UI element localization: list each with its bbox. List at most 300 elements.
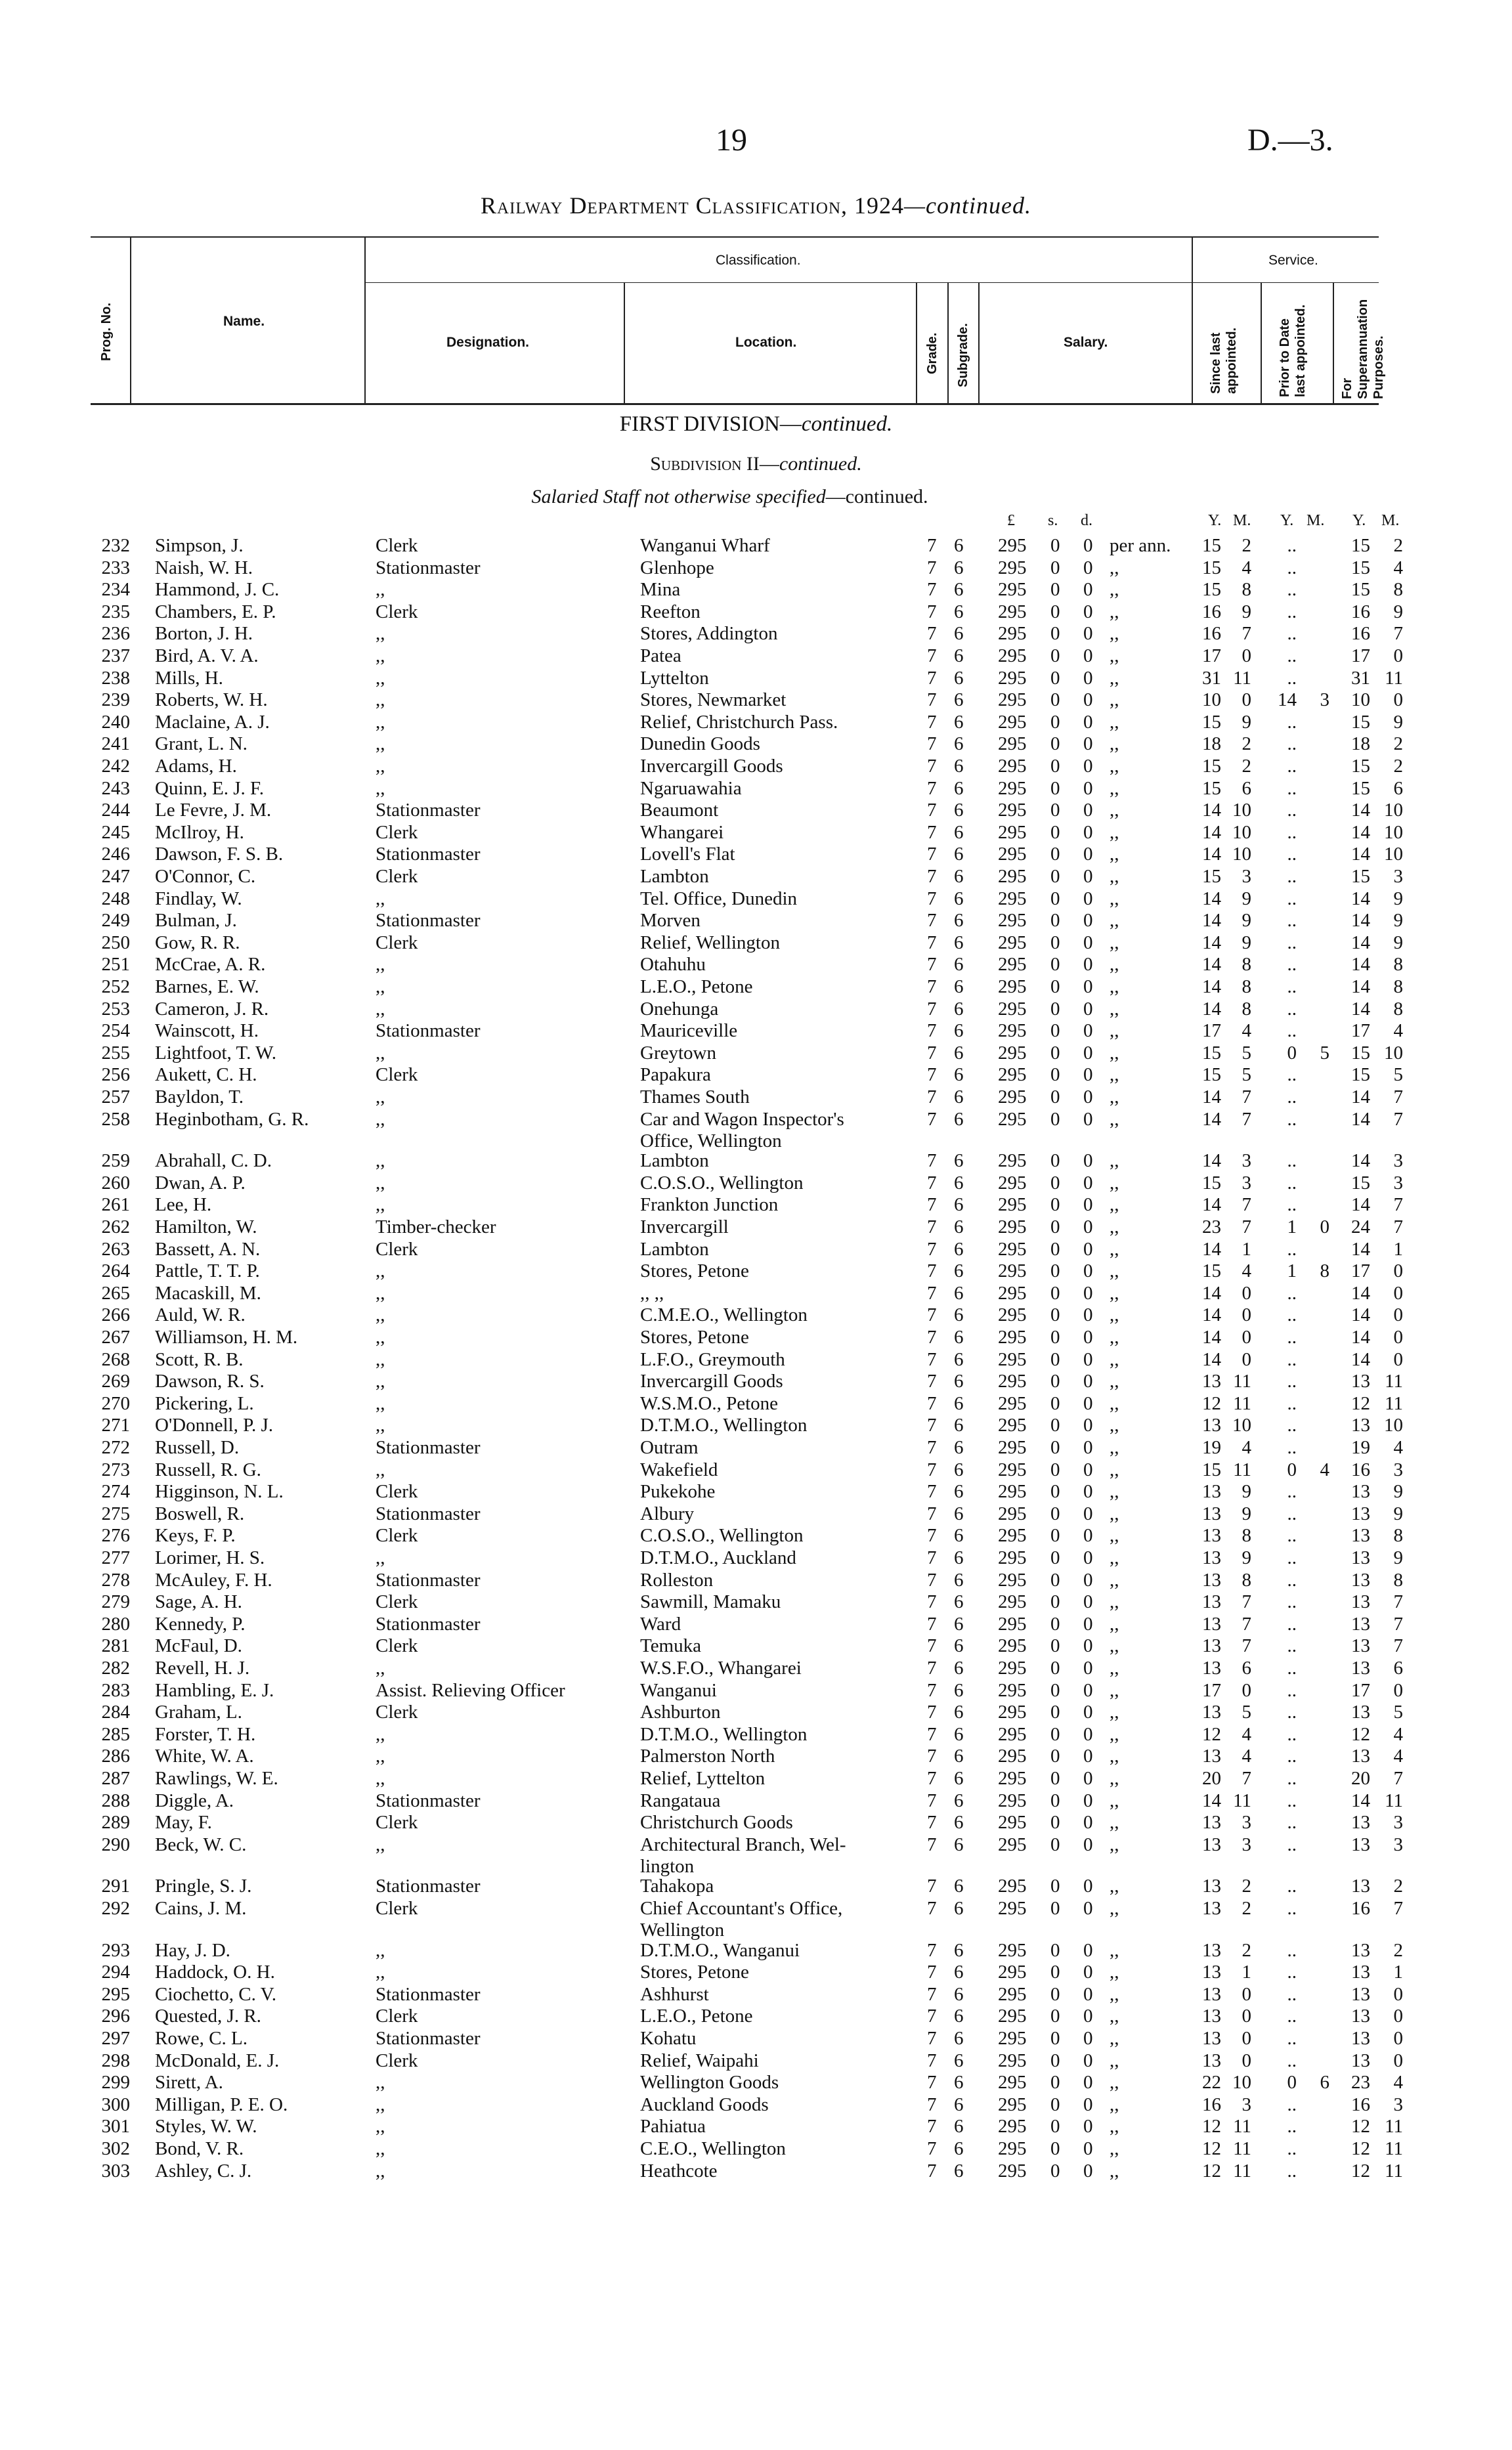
cell-name: Gow, R. R.	[155, 932, 240, 953]
cell-y3: 13	[1351, 1481, 1370, 1503]
cell-s: 0	[1050, 1613, 1060, 1635]
cell-y3: 17	[1351, 1679, 1370, 1701]
cell-name: Hamilton, W.	[155, 1216, 257, 1237]
cell-m1: 7	[1242, 1591, 1251, 1613]
cell-y3: 13	[1351, 1613, 1370, 1635]
cell-des: Stationmaster	[376, 1983, 481, 2005]
table-row	[0, 1724, 1512, 1746]
cell-y3: 12	[1351, 2160, 1370, 2181]
cell-d: 0	[1083, 954, 1093, 976]
table-row	[0, 822, 1512, 844]
cell-per: ,,	[1110, 1658, 1119, 1679]
cell-name: McFaul, D.	[155, 1635, 242, 1657]
cell-per: ,,	[1110, 1481, 1119, 1503]
cell-m3: 8	[1393, 579, 1403, 601]
cell-sal: 295	[998, 689, 1027, 711]
cell-m1: 4	[1242, 1020, 1251, 1042]
cell-m1: 0	[1242, 1679, 1251, 1701]
cell-sg: 6	[954, 1569, 964, 1591]
table-row	[0, 1876, 1512, 1897]
table-row	[0, 1393, 1512, 1415]
table-row	[0, 1635, 1512, 1657]
cell-d: 0	[1083, 1238, 1093, 1260]
cell-des: Stationmaster	[376, 557, 481, 578]
cell-des: ,,	[376, 645, 385, 666]
cell-y3: 14	[1351, 954, 1370, 976]
cell-no: 248	[101, 888, 130, 909]
cell-m1: 7	[1242, 1768, 1251, 1789]
cell-sal: 295	[998, 1790, 1027, 1811]
cell-d: 0	[1083, 1459, 1093, 1480]
cell-y1: 15	[1202, 1260, 1221, 1282]
cell-m1: 5	[1242, 1064, 1251, 1086]
cell-y1: 13	[1202, 1939, 1221, 1961]
cell-per: ,,	[1110, 998, 1119, 1020]
cell-m1: 0	[1242, 1983, 1251, 2005]
cell-sal: 295	[998, 1042, 1027, 1064]
cell-s: 0	[1050, 1064, 1060, 1086]
cell-sg: 6	[954, 932, 964, 953]
header-grade: Grade.	[925, 332, 940, 374]
cell-g: 7	[927, 1635, 937, 1657]
cell-d: 0	[1083, 689, 1093, 711]
division-continued: continued.	[801, 412, 893, 436]
cell-s: 0	[1050, 623, 1060, 645]
cell-s: 0	[1050, 1437, 1060, 1458]
cell-sg: 6	[954, 1172, 964, 1193]
cell-s: 0	[1050, 844, 1060, 865]
cell-m3: 2	[1393, 1939, 1403, 1961]
cell-sg: 6	[954, 1282, 964, 1304]
cell-sg: 6	[954, 1260, 964, 1282]
cell-m1: 4	[1242, 557, 1251, 578]
cell-sal: 295	[998, 1635, 1027, 1657]
cell-d: 0	[1083, 888, 1093, 909]
cell-y3: 14	[1351, 1238, 1370, 1260]
cell-des: Clerk	[376, 1525, 418, 1547]
table-row	[0, 1415, 1512, 1436]
table-row	[0, 1064, 1512, 1086]
cell-per: ,,	[1110, 1371, 1119, 1392]
cell-y3: 12	[1351, 1723, 1370, 1745]
cell-sg: 6	[954, 2094, 964, 2115]
cell-d: 0	[1083, 1042, 1093, 1064]
cell-name: White, W. A.	[155, 1746, 254, 1767]
cell-loc: Thames South	[640, 1086, 750, 1107]
cell-y2: 1	[1287, 1216, 1297, 1237]
cell-y1: 14	[1202, 932, 1221, 953]
cell-name: Aukett, C. H.	[155, 1064, 257, 1086]
cell-loc: Pukekohe	[640, 1481, 716, 1503]
table-row	[0, 689, 1512, 711]
cell-m2: 3	[1320, 689, 1329, 711]
cell-name: Russell, D.	[155, 1437, 240, 1458]
table-row	[0, 1108, 1512, 1151]
cell-des: Stationmaster	[376, 1503, 481, 1524]
cell-y2: ..	[1287, 1503, 1297, 1524]
cell-g: 7	[927, 1260, 937, 1282]
cell-sal: 295	[998, 954, 1027, 976]
table-row	[0, 866, 1512, 888]
table-row	[0, 1984, 1512, 2006]
cell-des: ,,	[376, 1746, 385, 1767]
cell-m3: 9	[1393, 601, 1403, 622]
cell-des: Clerk	[376, 601, 418, 622]
cell-g: 7	[927, 2116, 937, 2138]
cell-des: ,,	[376, 711, 385, 733]
cell-sg: 6	[954, 1415, 964, 1436]
unit-years-2: Y.	[1280, 512, 1294, 529]
cell-y2: ..	[1287, 1282, 1297, 1304]
table-row	[0, 1547, 1512, 1569]
cell-sal: 295	[998, 1939, 1027, 1961]
cell-m3: 11	[1385, 1790, 1403, 1811]
cell-y2: ..	[1287, 2160, 1297, 2181]
cell-sal: 295	[998, 844, 1027, 865]
cell-sg: 6	[954, 1216, 964, 1237]
cell-y1: 15	[1202, 557, 1221, 578]
cell-per: ,,	[1110, 1746, 1119, 1767]
unit-years-1: Y.	[1208, 512, 1222, 529]
cell-loc: D.T.M.O., Wellington	[640, 1415, 808, 1436]
cell-per: ,,	[1110, 1812, 1119, 1834]
table-row	[0, 1790, 1512, 1812]
header-service: Service.	[1268, 253, 1318, 268]
cell-sal: 295	[998, 2050, 1027, 2071]
cell-m3: 10	[1384, 1042, 1403, 1064]
cell-m3: 5	[1393, 1064, 1403, 1086]
cell-sal: 295	[998, 1415, 1027, 1436]
cell-name: Hay, J. D.	[155, 1939, 230, 1961]
cell-loc: Patea	[640, 645, 681, 666]
cell-y2: ..	[1287, 800, 1297, 821]
cell-sg: 6	[954, 2050, 964, 2071]
cell-d: 0	[1083, 2006, 1093, 2027]
cell-no: 242	[101, 756, 130, 777]
cell-m3: 6	[1393, 1658, 1403, 1679]
cell-loc: D.T.M.O., Wellington	[640, 1723, 808, 1745]
cell-no: 245	[101, 821, 130, 843]
table-row	[0, 1746, 1512, 1767]
cell-s: 0	[1050, 2138, 1060, 2159]
cell-d: 0	[1083, 2160, 1093, 2181]
cell-sg: 6	[954, 1679, 964, 1701]
cell-no: 240	[101, 711, 130, 733]
cell-name: Mills, H.	[155, 667, 223, 689]
cell-sal: 295	[998, 1834, 1027, 1855]
cell-y2: ..	[1287, 667, 1297, 689]
cell-y3: 13	[1351, 1876, 1370, 1897]
cell-y2: ..	[1287, 1327, 1297, 1348]
cell-d: 0	[1083, 800, 1093, 821]
cell-per: ,,	[1110, 1304, 1119, 1326]
cell-s: 0	[1050, 866, 1060, 887]
cell-g: 7	[927, 954, 937, 976]
cell-sg: 6	[954, 1812, 964, 1834]
cell-y1: 13	[1202, 1983, 1221, 2005]
cell-no: 256	[101, 1064, 130, 1086]
cell-per: ,,	[1110, 1260, 1119, 1282]
cell-name: Cameron, J. R.	[155, 998, 269, 1020]
cell-y2: ..	[1287, 1790, 1297, 1811]
cell-per: ,,	[1110, 1392, 1119, 1414]
cell-m3: 7	[1393, 1898, 1403, 1919]
cell-per: ,,	[1110, 2050, 1119, 2071]
cell-m1: 1	[1242, 1238, 1251, 1260]
cell-des: Stationmaster	[376, 1613, 481, 1635]
cell-name: Hambling, E. J.	[155, 1679, 274, 1701]
cell-m1: 7	[1242, 1216, 1251, 1237]
cell-y1: 14	[1202, 800, 1221, 821]
cell-des: Stationmaster	[376, 1569, 481, 1591]
cell-y1: 13	[1202, 2028, 1221, 2049]
cell-s: 0	[1050, 1282, 1060, 1304]
cell-m1: 8	[1242, 1569, 1251, 1591]
cell-m2: 4	[1320, 1459, 1329, 1480]
cell-per: ,,	[1110, 1064, 1119, 1086]
cell-s: 0	[1050, 1260, 1060, 1282]
table-row	[0, 778, 1512, 800]
cell-m3: 8	[1393, 1525, 1403, 1547]
table-row	[0, 888, 1512, 910]
cell-s: 0	[1050, 1812, 1060, 1834]
table-row	[0, 1614, 1512, 1635]
cell-loc: Architectural Branch, Wel-	[640, 1834, 846, 1855]
cell-m3: 3	[1393, 1459, 1403, 1480]
cell-g: 7	[927, 1679, 937, 1701]
cell-sg: 6	[954, 689, 964, 711]
cell-no: 288	[101, 1790, 130, 1811]
cell-y3: 15	[1351, 579, 1370, 601]
cell-m1: 9	[1242, 932, 1251, 953]
cell-m1: 0	[1242, 2050, 1251, 2071]
cell-sal: 295	[998, 1591, 1027, 1613]
cell-name: Findlay, W.	[155, 888, 242, 909]
cell-m1: 11	[1233, 1790, 1251, 1811]
cell-m3: 11	[1385, 2116, 1403, 2138]
cell-per: ,,	[1110, 777, 1119, 799]
cell-loc: Beaumont	[640, 800, 719, 821]
cell-des: ,,	[376, 733, 385, 755]
cell-m1: 0	[1242, 1327, 1251, 1348]
cell-loc: Frankton Junction	[640, 1194, 779, 1216]
cell-sg: 6	[954, 1481, 964, 1503]
cell-name: Rawlings, W. E.	[155, 1768, 278, 1789]
cell-m1: 3	[1242, 1172, 1251, 1193]
cell-s: 0	[1050, 1569, 1060, 1591]
cell-loc: Reefton	[640, 601, 701, 622]
cell-m3: 1	[1393, 1238, 1403, 1260]
table-row	[0, 1503, 1512, 1525]
cell-g: 7	[927, 2138, 937, 2159]
cell-loc: D.T.M.O., Auckland	[640, 1547, 796, 1568]
cell-per: ,,	[1110, 976, 1119, 997]
cell-sg: 6	[954, 2072, 964, 2094]
cell-m3: 9	[1393, 888, 1403, 909]
cell-no: 276	[101, 1525, 130, 1547]
cell-per: ,,	[1110, 623, 1119, 645]
cell-g: 7	[927, 1746, 937, 1767]
cell-m1: 5	[1242, 1042, 1251, 1064]
cell-y3: 13	[1351, 1635, 1370, 1657]
cell-d: 0	[1083, 1962, 1093, 1983]
cell-sal: 295	[998, 1260, 1027, 1282]
cell-loc-continued: lington	[640, 1855, 695, 1877]
cell-per: ,,	[1110, 1503, 1119, 1524]
cell-sal: 295	[998, 1768, 1027, 1789]
cell-sal: 295	[998, 1983, 1027, 2005]
cell-g: 7	[927, 888, 937, 909]
cell-per: ,,	[1110, 1459, 1119, 1480]
cell-y3: 13	[1351, 2050, 1370, 2071]
cell-y1: 13	[1202, 1834, 1221, 1855]
cell-d: 0	[1083, 1150, 1093, 1172]
cell-m1: 10	[1232, 821, 1251, 843]
cell-per: ,,	[1110, 1020, 1119, 1042]
cell-m3: 7	[1393, 1591, 1403, 1613]
cell-name: Auld, W. R.	[155, 1304, 246, 1326]
cell-des: ,,	[376, 1459, 385, 1480]
cell-no: 271	[101, 1415, 130, 1436]
cell-y2: ..	[1287, 1635, 1297, 1657]
cell-no: 267	[101, 1327, 130, 1348]
cell-des: Clerk	[376, 866, 418, 887]
cell-y3: 31	[1351, 667, 1370, 689]
cell-sg: 6	[954, 888, 964, 909]
table-row	[0, 535, 1512, 557]
cell-g: 7	[927, 1613, 937, 1635]
cell-name: Naish, W. H.	[155, 557, 253, 578]
cell-y3: 13	[1351, 1591, 1370, 1613]
cell-m1: 2	[1242, 1898, 1251, 1919]
cell-sal: 295	[998, 1216, 1027, 1237]
cell-d: 0	[1083, 2028, 1093, 2049]
unit-pence: d.	[1081, 512, 1092, 529]
cell-d: 0	[1083, 2138, 1093, 2159]
cell-s: 0	[1050, 1898, 1060, 1919]
cell-name: Higginson, N. L.	[155, 1481, 284, 1503]
cell-y2: ..	[1287, 1304, 1297, 1326]
cell-m3: 3	[1393, 1834, 1403, 1855]
cell-no: 282	[101, 1658, 130, 1679]
cell-per: ,,	[1110, 667, 1119, 689]
cell-d: 0	[1083, 1371, 1093, 1392]
cell-y2: ..	[1287, 2138, 1297, 2159]
table-row	[0, 1437, 1512, 1459]
cell-name: Forster, T. H.	[155, 1723, 256, 1745]
cell-name: Styles, W. W.	[155, 2116, 257, 2138]
cell-y2: ..	[1287, 821, 1297, 843]
cell-y3: 14	[1351, 800, 1370, 821]
unit-pound: £	[1007, 512, 1015, 529]
cell-y1: 14	[1202, 1282, 1221, 1304]
cell-d: 0	[1083, 1812, 1093, 1834]
cell-y1: 22	[1202, 2072, 1221, 2094]
table-row	[0, 1481, 1512, 1503]
cell-y1: 15	[1202, 579, 1221, 601]
cell-loc: Onehunga	[640, 998, 719, 1020]
cell-per: ,,	[1110, 1042, 1119, 1064]
cell-y2: ..	[1287, 1348, 1297, 1370]
cell-sal: 295	[998, 998, 1027, 1020]
cell-sg: 6	[954, 910, 964, 932]
cell-g: 7	[927, 645, 937, 666]
cell-y3: 10	[1351, 689, 1370, 711]
cell-sal: 295	[998, 1327, 1027, 1348]
cell-y2: ..	[1287, 976, 1297, 997]
cell-m1: 3	[1242, 1150, 1251, 1172]
cell-m1: 9	[1242, 1481, 1251, 1503]
cell-s: 0	[1050, 1108, 1060, 1130]
cell-g: 7	[927, 1194, 937, 1216]
cell-no: 259	[101, 1150, 130, 1172]
cell-name: Graham, L.	[155, 1702, 242, 1723]
document-reference: D.—3.	[1247, 123, 1333, 158]
cell-g: 7	[927, 777, 937, 799]
cell-s: 0	[1050, 2072, 1060, 2094]
cell-sal: 295	[998, 1503, 1027, 1524]
cell-des: Clerk	[376, 1064, 418, 1086]
subdivision-title	[0, 453, 1512, 475]
cell-s: 0	[1050, 1723, 1060, 1745]
cell-des: ,,	[376, 1723, 385, 1745]
cell-s: 0	[1050, 800, 1060, 821]
cell-des: Clerk	[376, 1635, 418, 1657]
cell-sal: 295	[998, 1348, 1027, 1370]
cell-d: 0	[1083, 557, 1093, 578]
cell-y2: ..	[1287, 1962, 1297, 1983]
cell-y1: 14	[1202, 1108, 1221, 1130]
cell-g: 7	[927, 1525, 937, 1547]
cell-no: 290	[101, 1834, 130, 1855]
cell-y2: ..	[1287, 1876, 1297, 1897]
cell-g: 7	[927, 2050, 937, 2071]
cell-m3: 0	[1393, 1348, 1403, 1370]
cell-y1: 14	[1202, 1086, 1221, 1107]
cell-g: 7	[927, 1503, 937, 1524]
cell-loc: Relief, Christchurch Pass.	[640, 711, 838, 733]
cell-sal: 295	[998, 2072, 1027, 2094]
cell-y2: ..	[1287, 1437, 1297, 1458]
cell-y3: 13	[1351, 2028, 1370, 2049]
cell-sal: 295	[998, 623, 1027, 645]
cell-s: 0	[1050, 1635, 1060, 1657]
cell-s: 0	[1050, 1746, 1060, 1767]
cell-s: 0	[1050, 2006, 1060, 2027]
cell-y3: 20	[1351, 1768, 1370, 1789]
cell-name: McDonald, E. J.	[155, 2050, 280, 2071]
cell-d: 0	[1083, 1746, 1093, 1767]
cell-sg: 6	[954, 1503, 964, 1524]
cell-loc: Ngaruawahia	[640, 777, 742, 799]
cell-m1: 11	[1233, 1392, 1251, 1414]
cell-d: 0	[1083, 1658, 1093, 1679]
cell-s: 0	[1050, 1525, 1060, 1547]
cell-sg: 6	[954, 1086, 964, 1107]
table-row	[0, 2094, 1512, 2116]
cell-m3: 2	[1393, 756, 1403, 777]
cell-loc: Mina	[640, 579, 681, 601]
cell-per: ,,	[1110, 1723, 1119, 1745]
cell-no: 232	[101, 535, 130, 556]
cell-sal: 295	[998, 1658, 1027, 1679]
cell-des: Assist. Relieving Officer	[376, 1679, 565, 1701]
cell-y3: 13	[1351, 1812, 1370, 1834]
table-row	[0, 1591, 1512, 1613]
cell-m1: 11	[1233, 667, 1251, 689]
table-row	[0, 712, 1512, 733]
cell-des: ,,	[376, 1392, 385, 1414]
